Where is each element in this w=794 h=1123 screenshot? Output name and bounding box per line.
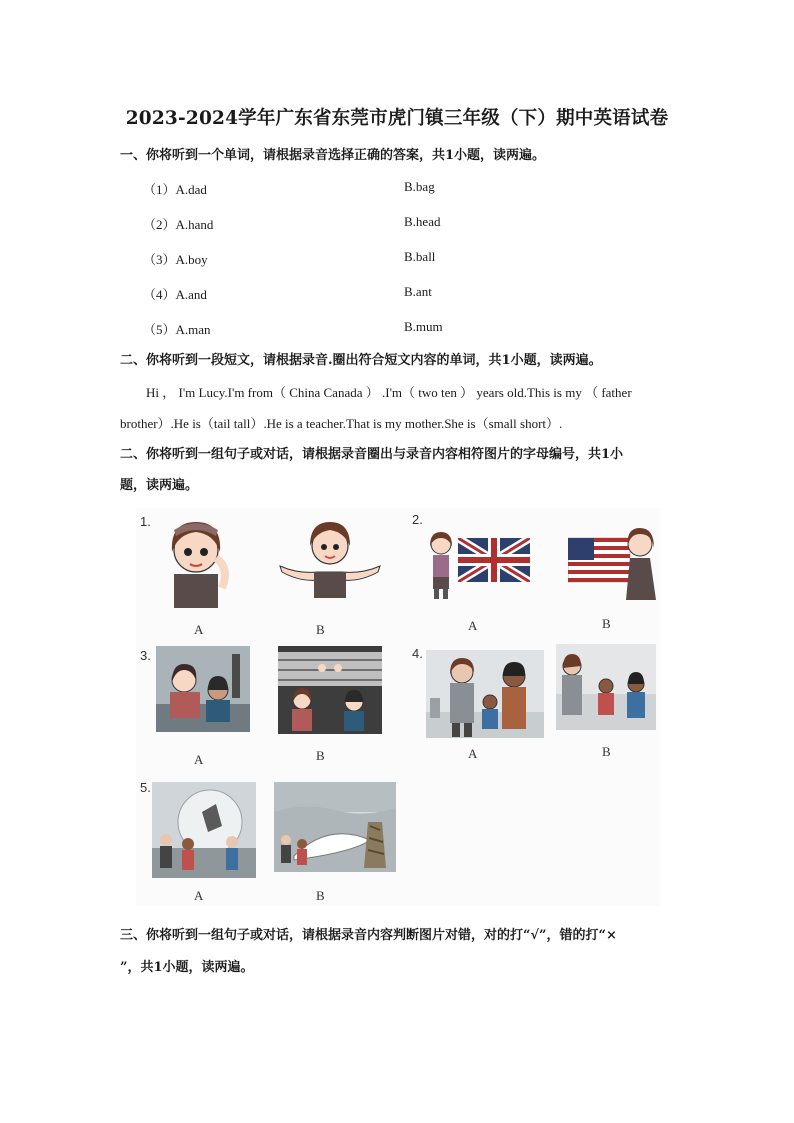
item3-picture-a: [156, 646, 250, 732]
q1-option-a: （1）A.dad: [143, 182, 207, 197]
uk-flag-icon: [458, 538, 530, 582]
passage-line2: brother）.He is（tail tall）.He is a teacher.That is my mother.She is（small short）.: [120, 416, 563, 431]
q2-option-b: B.head: [404, 214, 441, 229]
item1-picture-b: [278, 516, 382, 598]
item5-picture-a: [152, 782, 256, 878]
q5-option-b: B.mum: [404, 319, 443, 334]
item5-picture-b: [274, 782, 396, 872]
q5-option-a: （5）A.man: [143, 322, 211, 337]
q3-option-b: B.ball: [404, 249, 436, 264]
section3-heading-line2: 题，读两遍。: [120, 478, 199, 493]
section2-heading: 二、你将听到一段短文，请根据录音.圈出符合短文内容的单词，共1小题，读两遍。: [120, 353, 602, 368]
section1-heading: 一、你将听到一个单词，请根据录音选择正确的答案，共1小题，读两遍。: [120, 148, 546, 163]
q4-option-a: （4）A.and: [143, 287, 207, 302]
q3-option-a: （3）A.boy: [143, 252, 208, 267]
item2-picture-b: [568, 524, 660, 600]
item1-label-b: B: [316, 622, 325, 637]
item2-label-b: B: [602, 616, 611, 631]
exam-title: 2023-2024学年广东省东莞市虎门镇三年级（下）期中英语试卷: [125, 108, 669, 129]
section4-heading-line1: 三、你将听到一组句子或对话，请根据录音内容判断图片对错，对的打“√”，错的打“×: [120, 928, 617, 943]
item4-picture-a: [426, 650, 544, 738]
item2-label-a: A: [468, 618, 478, 633]
item2-number: 2.: [412, 512, 423, 527]
item2-picture-a-girl: [424, 530, 458, 600]
item4-label-b: B: [602, 744, 611, 759]
section3-heading-line1: 二、你将听到一组句子或对话，请根据录音圈出与录音内容相符图片的字母编号，共1小: [120, 447, 624, 462]
q4-option-b: B.ant: [404, 284, 432, 299]
item4-picture-b: [556, 644, 656, 730]
section4-heading-line2: ”，共1小题，读两遍。: [120, 960, 254, 975]
passage-line1-text: Hi ， I'm Lucy.I'm from（ China Canada ） .I'm（ two ten ） years old.This is my （ father: [146, 385, 632, 400]
item5-number: 5.: [140, 780, 151, 795]
item4-number: 4.: [412, 646, 423, 661]
item3-label-b: B: [316, 748, 325, 763]
item3-picture-b: [278, 646, 382, 734]
item4-label-a: A: [468, 746, 478, 761]
q1-option-b: B.bag: [404, 179, 435, 194]
item1-number: 1.: [140, 514, 151, 529]
item1-picture-a: [156, 512, 236, 608]
item3-number: 3.: [140, 648, 151, 663]
item1-label-a: A: [194, 622, 204, 637]
passage-line1: [120, 377, 676, 408]
q2-option-a: （2）A.hand: [143, 217, 214, 232]
item5-label-b: B: [316, 888, 325, 903]
item5-label-a: A: [194, 888, 204, 903]
item3-label-a: A: [194, 752, 204, 767]
